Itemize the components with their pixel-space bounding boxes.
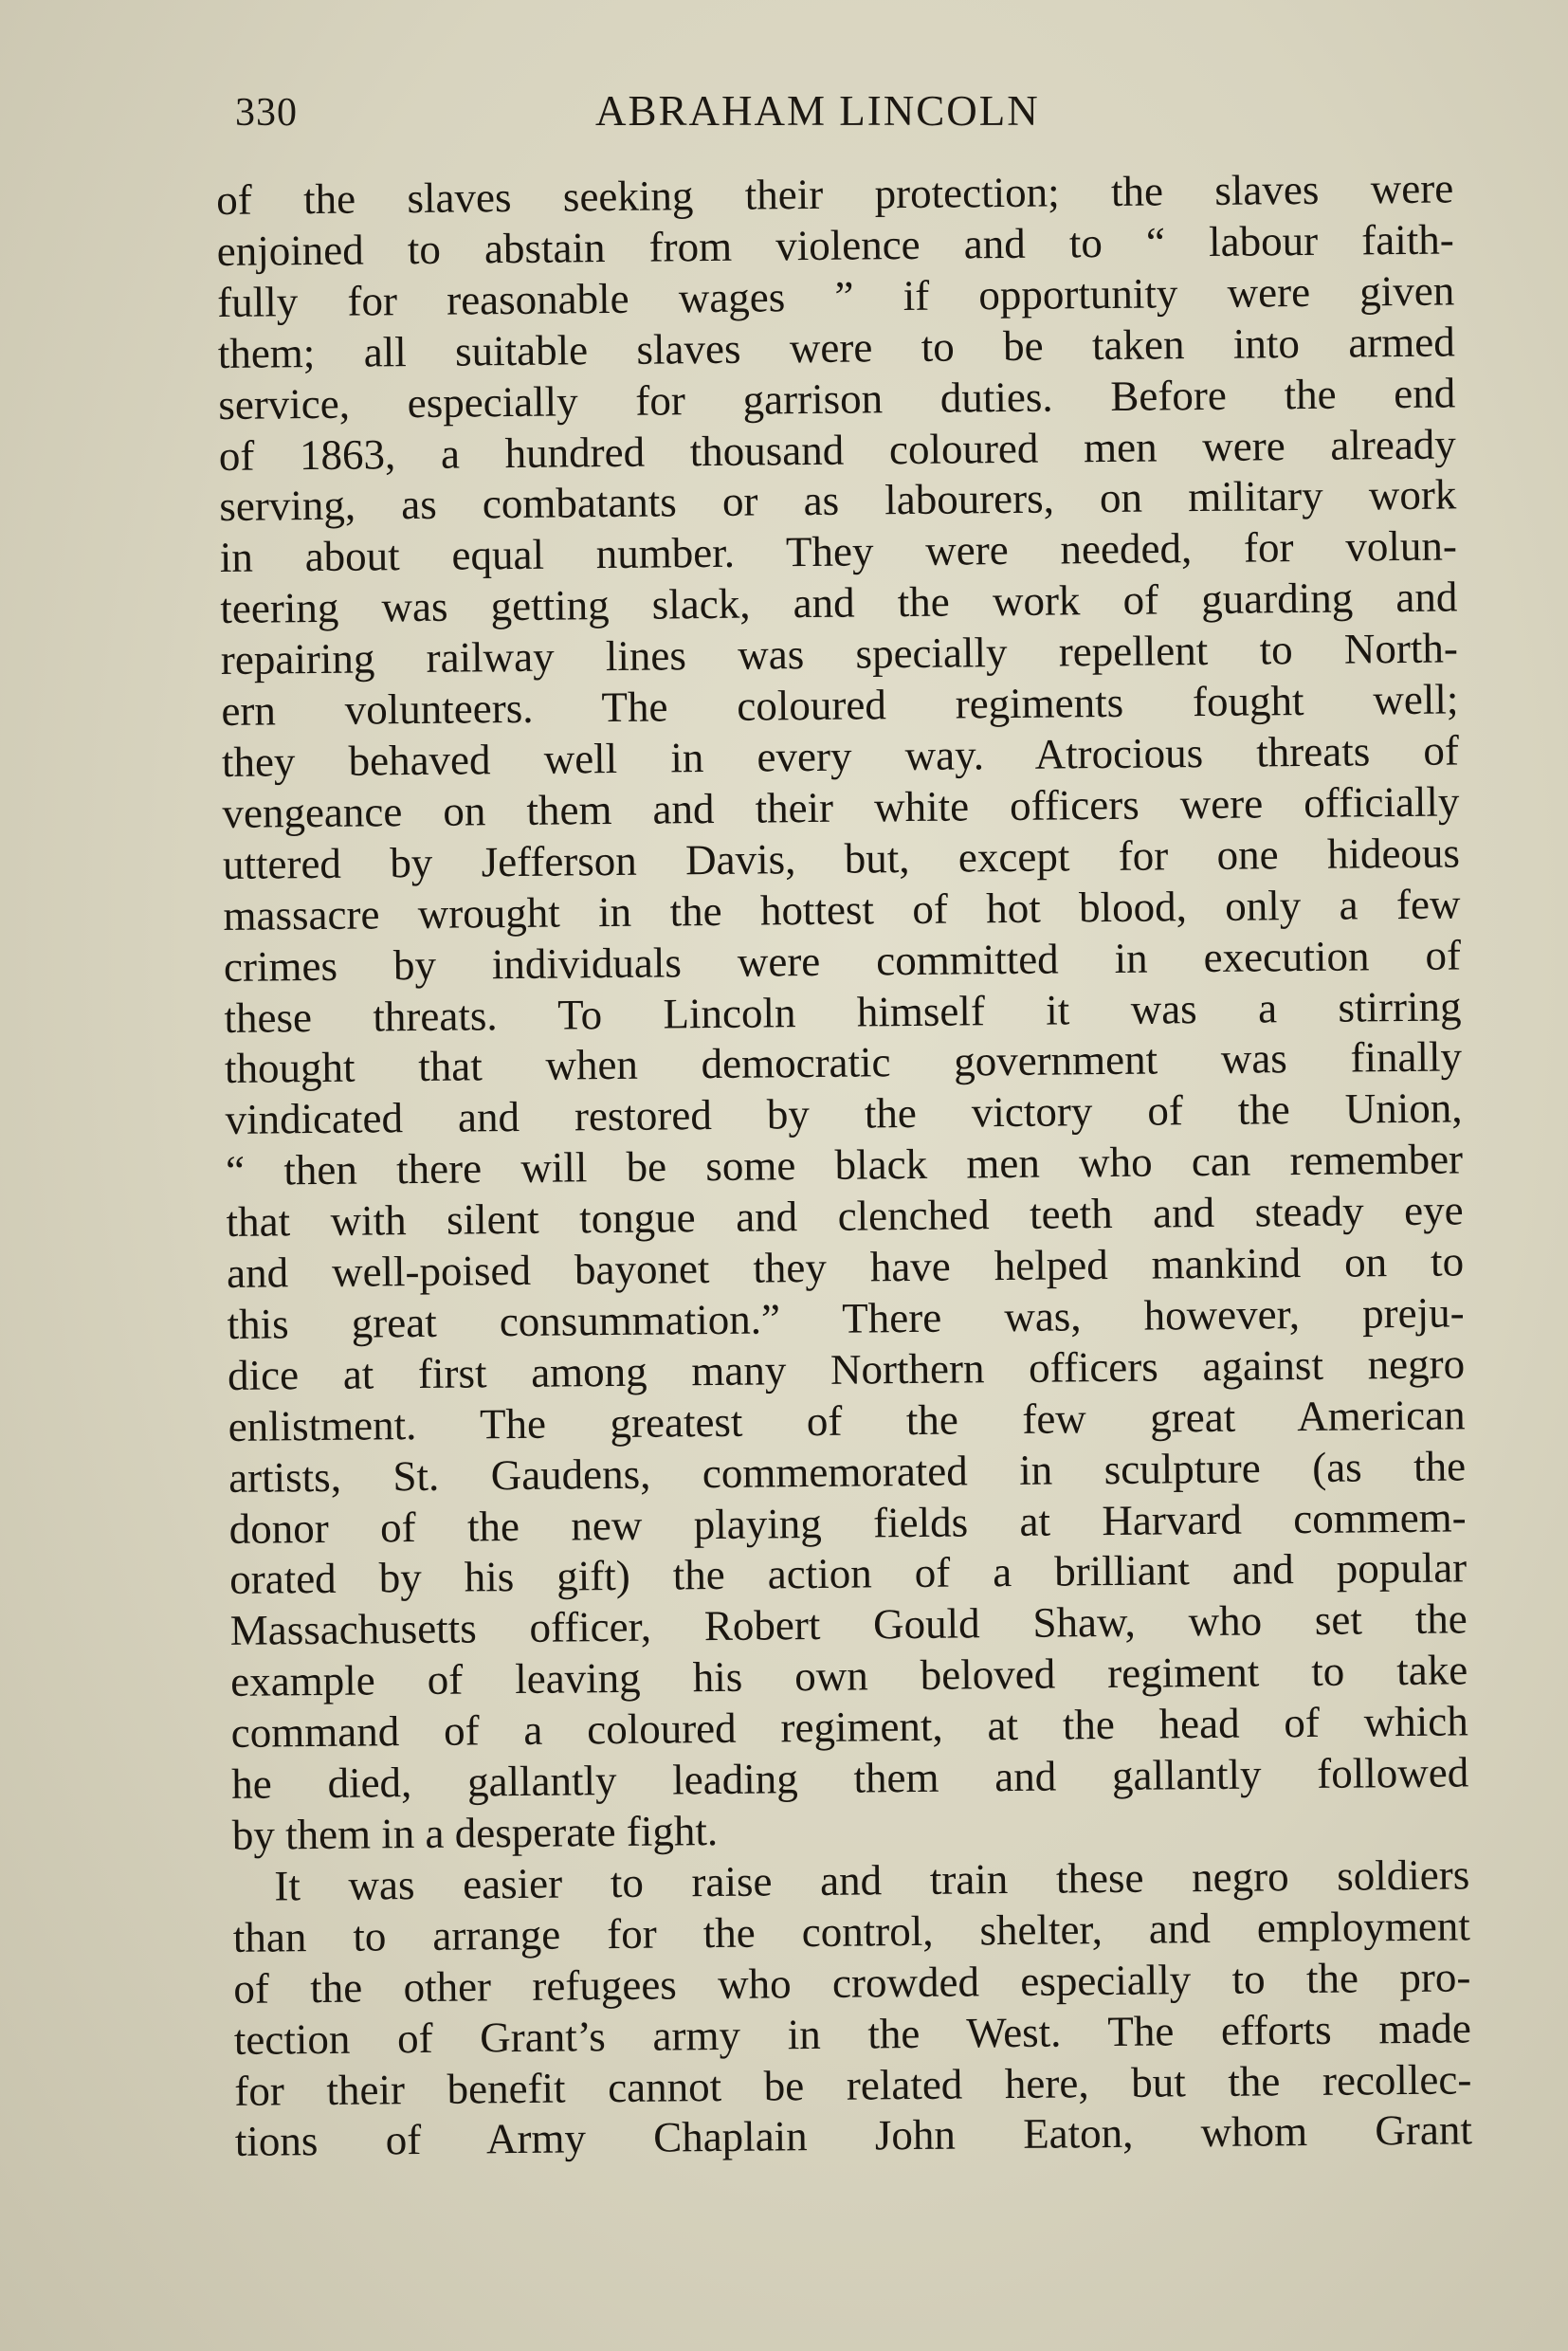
text-line: and well-poised bayonet they have helped mankind on to bbox=[226, 1237, 1465, 1297]
text-line: they behaved well in every way. Atrocious threats of bbox=[221, 726, 1460, 786]
text-line: example of leaving his own beloved regiment to take bbox=[230, 1646, 1468, 1706]
text-line: this great consummation.” There was, however, preju- bbox=[227, 1288, 1465, 1348]
text-line: artists, St. Gaudens, commemorated in sculpture (as the bbox=[228, 1442, 1467, 1502]
text-line: of the slaves seeking their protection; the slaves were bbox=[216, 164, 1454, 224]
text-line: them; all suitable slaves were to be taken into armed bbox=[217, 318, 1455, 377]
body-text bbox=[216, 163, 1472, 2168]
text-line: serving, as combatants or as labourers, on military work bbox=[219, 470, 1457, 531]
text-line: thought that when democratic government was finally bbox=[224, 1032, 1463, 1093]
text-line: that with silent tongue and clenched teeth and steady eye bbox=[226, 1186, 1464, 1247]
paragraph-1 bbox=[216, 163, 1469, 1861]
text-line: enlistment. The greatest of the few great American bbox=[228, 1391, 1466, 1450]
text-line: donor of the new playing fields at Harvard commem- bbox=[228, 1492, 1467, 1553]
text-line: by them in a desperate fight. bbox=[231, 1807, 719, 1859]
text-line: Massachusetts officer, Robert Gould Shaw, who set the bbox=[229, 1595, 1468, 1655]
text-line: ern volunteers. The coloured regiments fought well; bbox=[221, 675, 1459, 736]
page-header bbox=[235, 87, 1098, 156]
paragraph-2 bbox=[232, 1850, 1472, 2168]
page-number: 330 bbox=[235, 91, 298, 135]
text-line: tection of Grant’s army in the West. The efforts made bbox=[233, 2004, 1472, 2064]
text-line: than to arrange for the control, shelter, and employment bbox=[232, 1902, 1471, 1961]
text-line: massacre wrought in the hottest of hot blood, only a few bbox=[223, 880, 1461, 939]
text-line: service, especially for garrison duties. Before the end bbox=[218, 369, 1456, 428]
text-line: repairing railway lines was specially repellent to North- bbox=[220, 624, 1459, 684]
text-line: orated by his gift) the action of a brilliant and popular bbox=[228, 1543, 1468, 1604]
text-line: of 1863, a hundred thousand coloured men were already bbox=[218, 419, 1457, 480]
text-line: of the other refugees who crowded especially to the pro- bbox=[233, 1953, 1471, 2013]
text-line: crimes by individuals were committed in execution of bbox=[223, 931, 1462, 991]
text-line: tions of Army Chaplain John Eaton, whom Grant bbox=[234, 2105, 1473, 2166]
text-line: for their benefit cannot be related here, but the recollec- bbox=[234, 2054, 1472, 2115]
text-line: he died, gallantly leading them and gallantly followed bbox=[231, 1748, 1469, 1809]
text-line: these threats. To Lincoln himself it was a stirring bbox=[224, 981, 1462, 1042]
text-line: in about equal number. They were needed, for volun- bbox=[219, 521, 1458, 582]
text-line: vengeance on them and their white officers were officially bbox=[222, 777, 1460, 837]
text-line: teering was getting slack, and the work of guarding and bbox=[220, 573, 1458, 633]
text-line: enjoined to abstain from violence and to “ labour faith- bbox=[216, 215, 1454, 275]
running-head: ABRAHAM LINCOLN bbox=[595, 87, 1040, 135]
text-line: “ then there will be some black men who can remember bbox=[225, 1135, 1464, 1195]
text-line: vindicated and restored by the victory of the Union, bbox=[225, 1084, 1463, 1144]
text-line: It was easier to raise and train these negro soldiers bbox=[274, 1850, 1470, 1910]
text-line: uttered by Jefferson Davis, but, except for one hideous bbox=[222, 829, 1461, 888]
text-line: command of a coloured regiment, at the head of which bbox=[230, 1697, 1468, 1758]
text-line: fully for reasonable wages ” if opportunity were given bbox=[217, 266, 1455, 326]
text-line: dice at first among many Northern officers against negro bbox=[227, 1340, 1466, 1399]
